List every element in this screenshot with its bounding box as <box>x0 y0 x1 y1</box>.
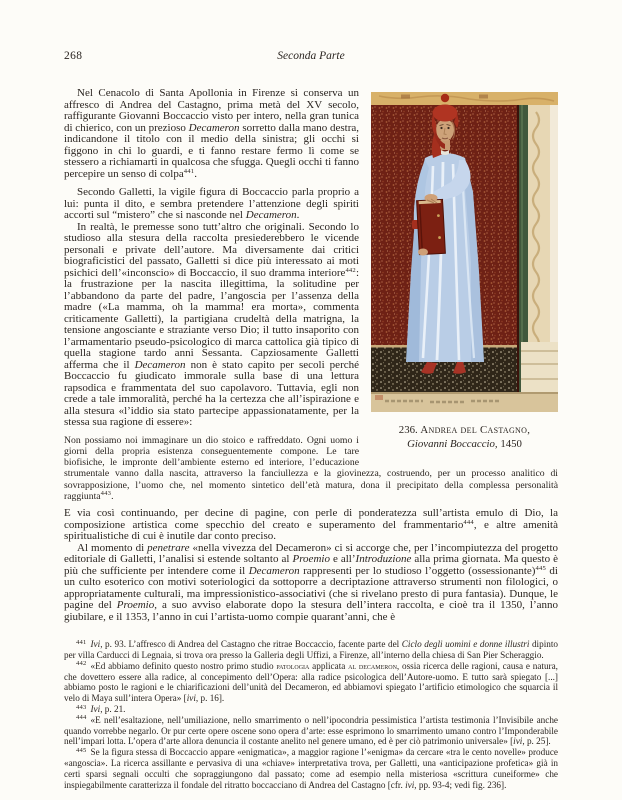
caption-year: 1450 <box>500 437 522 450</box>
page-content <box>64 50 558 790</box>
text-segment: Secondo Galletti, la vigile figura di Boccaccio parla proprio a lui: punta il dito, e sembra pretendere l’attenzione degli spiriti accorti sul “mistero” che si nasconde nel <box>64 186 359 221</box>
text-segment: Decameron <box>248 564 300 577</box>
page-header <box>64 50 558 65</box>
text-segment: , p. 16]. <box>195 693 225 704</box>
text-segment: Non possiamo noi immaginare un dio stoico e raffreddato. Ogni uomo i giorni della propria esistenza conseguentemente compone. Le tare biofisiche, le impronte dell’ambiente esterno ed interiore, l’educazione strumentale vanno dalla nascita, attraverso la fanciullezza e la giovinezza, costruendo, per un processo analitico di sovrapposizione, l’uomo che, nel momento sintetico dell’età matura, dona il precipitato della complessa personalità raggiunta <box>64 434 558 502</box>
caption-artist: Andrea del Castagno, <box>420 424 531 436</box>
text-segment: , a suo avviso elaborate dopo la stesura dell’intera raccolta, e cioè tra il 1350, l’anno giubilare, e il 1353, l’anno in cui l’artista-uomo compie quarant’anni, che è <box>64 599 558 623</box>
text-segment: 444 <box>76 714 87 722</box>
figure-block <box>371 92 558 451</box>
text-segment: 443 <box>76 703 87 711</box>
footnote <box>64 715 558 747</box>
text-segment: , ossia ricerca delle ragioni, causa e natura, che dovettero essere alla radice, al concepimento dell’Opera: alla radice psicologica dell’Autore-uomo. E tutto sarà spiegato [...] abbiamo posto le ragioni e le chiarificazioni dell’unità del Decameron, ed abbiamovi spiegato l’artificio etimologico che squarcia il velo di Maya sull’intera Opera» [ <box>64 660 558 704</box>
caption-line-2 <box>371 438 558 452</box>
text-segment: rappresenti per lo studioso l’oggetto (ossessionante) <box>299 564 536 577</box>
text-segment: Ciclo degli uomini e donne illustri <box>401 639 530 650</box>
caption-line-1 <box>371 424 558 438</box>
footnote <box>64 639 558 661</box>
text-segment: Proemio <box>116 599 155 612</box>
footnote <box>64 661 558 704</box>
column-base <box>521 342 558 392</box>
text-segment: Decameron <box>245 209 297 221</box>
text-segment: 445 <box>535 565 546 573</box>
text-segment: Decameron <box>188 121 240 134</box>
text-segment: Introduzione <box>355 553 412 566</box>
text-segment: , pp. 93-4; vedi fig. 236]. <box>414 779 507 790</box>
text-segment: 442 <box>76 660 87 668</box>
page-number: 268 <box>64 50 83 62</box>
text-segment: Proemio <box>292 553 330 566</box>
text-segment: di un culto esoterico con motivi soteriologici da sottoporre a decriptazione attraverso strumenti non filologici, o appropriatamente culturali, ma impressionistico-associativi (che si rivelano presto di pura fantasia). Dunque, le pagine del <box>64 564 558 612</box>
text-segment: , p. 93. L’affresco di Andrea del Castagno che ritrae Boccaccio, facente parte del <box>100 639 402 650</box>
red-medallion <box>441 94 449 102</box>
holding-hand <box>418 249 428 256</box>
figure-caption <box>371 424 558 451</box>
running-title: Seconda Parte <box>277 50 345 62</box>
text-segment: E via così continuando, per decine di pagine, con perle di ponderatezza sull’artista emulo di Dio, la composizione artistica come specchio del creato e superamento del frammentario <box>64 507 558 531</box>
fresco-image <box>371 92 558 412</box>
text-segment: «E nell’esaltazione, nell’umiliazione, nello smarrimento o nell’ipocondria pessimistica l’artista testimonia l’Invisibile anche quando vorrebbe negarlo. Or pur certe opere oscene sono opera d’arte: esse esprimono lo smarrimento umano contro l’Imponderabile nell’impari lotta. L’opera d’arte allora denuncia il costante anelito nel genere umano, ed è per ciò patrimonio universale» [ <box>64 714 558 747</box>
text-segment: patologia <box>276 660 310 671</box>
text-segment: 444 <box>463 519 474 527</box>
text-segment: non è stato capito per secoli perché Boccaccio fu giudicato immorale sulla base di una lettura rapsodica e frammentata del suo capolavoro. Tuttavia, egli non crede a tale immoralità, perché ha la certezza che all’ispirazione e alla stesura «l’iddio sia stato partecipe appassionatamente, per la stessa sua ragione di essere»: <box>64 358 359 428</box>
body-text <box>64 88 558 623</box>
footnote <box>64 747 558 790</box>
text-segment: ivi <box>513 736 523 747</box>
text-segment: penetrare <box>147 541 190 554</box>
text-segment: alla prima giornata. Ma questo è più che sufficiente per intendere come il <box>64 553 559 577</box>
text-segment: Ivi <box>90 704 101 715</box>
inscription-band <box>371 392 558 412</box>
footnotes <box>64 639 558 790</box>
text-segment: , e altre amenità spiritualistiche di cui è inutile dar conto preciso. <box>64 518 558 543</box>
text-segment: . <box>296 209 300 221</box>
text-segment: 445 <box>76 746 87 754</box>
text-segment: . <box>111 490 114 502</box>
text-segment: «nella vivezza del Decameron» ci si accorge che, per l’incompiutezza del progetto editoriale di Galletti, l’analisi si estende soltanto al <box>64 541 558 566</box>
text-segment: , p. 25]. <box>522 736 551 747</box>
text-segment: applicata <box>309 660 349 671</box>
text-segment: Decameron <box>134 358 186 371</box>
text-segment: sorretto dalla mano destra, indicandone il titolo con il medio della sinistra; gli occhi si figgono in chi lo guardi, e ti fanno restare fermo lì come se stessero a richiamarti in qualcosa che sfugga. Quegli occhi ti fanno percepire un senso di colpa <box>64 121 359 180</box>
text-segment: , p. 21. <box>100 704 126 715</box>
text-segment: : la frustrazione per la nascita illegittima, la solitudine per l’abbandono da parte del padre, l’angoscia per l’assenza della madre («La mamma, oh la mamma! era morta», commenta criticamente Galletti), la partigiana crudeltà della matrigna, la tensione angosciante e straziante verso Dio; il tutto insaporito con l’armamentario pseudo-psicologico di marca cattolica già tipico di quella stagione tardo anni Sessanta. Capziosamente Galletti afferma che il <box>64 266 359 371</box>
text-segment: ivi <box>405 779 415 790</box>
text-segment: Ivi <box>90 639 101 650</box>
text-segment: al decameron <box>348 660 397 671</box>
footnote <box>64 704 558 715</box>
text-segment: . <box>194 167 197 180</box>
text-segment: In realtà, le premesse sono tutt’altro che originali. Secondo lo studioso alla stesura della raccolta presiederebbero le vicende personali e private dell’autore. Ma diversamente dai critici biograficistici del passato, Galletti si dice più interessato ai moti psichici dell’«inconscio» di Boccaccio, il suo dramma interiore <box>64 220 359 279</box>
text-segment: 441 <box>76 638 87 646</box>
caption-number: 236. <box>398 424 418 436</box>
text-segment: «Ed abbiamo definito questo nostro primo studio <box>90 660 277 671</box>
text-segment: Nel Cenacolo di Santa Apollonia in Firenze si conserva un affresco di Andrea del Castagno, prima metà del XV secolo, raffigurante Giovanni Boccaccio visto per intero, nella gran tunica di chierico, con un prezioso <box>64 87 359 134</box>
text-segment: dipinto per villa Carducci di Legnaia, si trova ora presso la Galleria degli Uffizi, a Firenze, all’interno della chiesa di San Pier Scheraggio. <box>64 639 558 661</box>
text-segment: e all’ <box>329 553 356 566</box>
pointing-hand <box>425 194 438 202</box>
text-segment: 442 <box>345 267 356 274</box>
caption-title: Giovanni Boccaccio, <box>407 437 498 450</box>
text-segment: Al momento di <box>77 541 148 554</box>
paragraph <box>64 543 558 624</box>
paragraph <box>64 508 558 543</box>
text-segment: ivi <box>186 693 196 704</box>
text-segment: Se la figura stessa di Boccaccio appare «enigmatica», a maggior ragione l’«enigma» da cercare «tra le cento novelle» produce «angoscia». La ricerca assillante e pervasiva di una «chiave» interpretativa trova, per Galletti, una «anticipazione profetica» già in certi sparsi segnali occulti che sopraggiungono dal passato; come ad esempio nella misteriosa «scrittura cuneiforme» che inspiegabilmente caratterizza il fondale del ritratto boccacciano di Andrea del Castagno [cfr. <box>64 747 558 790</box>
text-segment: 441 <box>183 168 195 175</box>
text-segment: 443 <box>100 490 112 498</box>
decameron-book <box>417 199 446 254</box>
